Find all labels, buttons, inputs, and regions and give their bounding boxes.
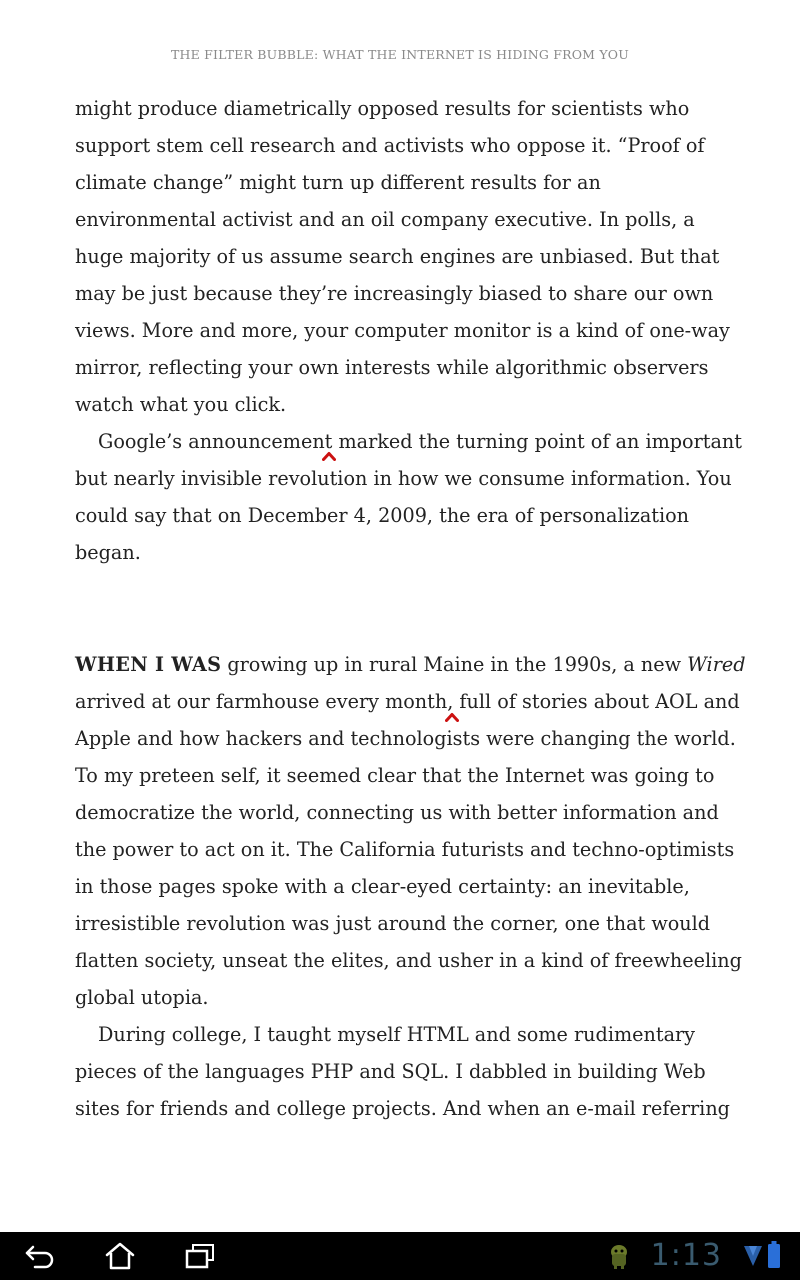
status-area[interactable]	[600, 1232, 800, 1280]
wifi-icon	[743, 1244, 763, 1272]
first-line-text: growing up in rural Maine in the 1990s, a new	[221, 653, 688, 676]
text-line: views. More and more, your computer monitor is a kind of one-way	[75, 319, 730, 342]
home-icon[interactable]	[98, 1238, 142, 1274]
text-line: arrived at our farmhouse every month, full of stories about AOL and	[75, 690, 740, 713]
text-line: global utopia.	[75, 986, 209, 1009]
text-line: might produce diametrically opposed results for scientists who	[75, 97, 690, 120]
text-line: sites for friends and college projects. And when an e-mail referring	[75, 1097, 730, 1120]
text-line: flatten society, unseat the elites, and usher in a kind of freewheeling	[75, 949, 742, 972]
text-line: could say that on December 4, 2009, the era of personalization	[75, 504, 690, 527]
page-body[interactable]	[75, 90, 746, 1127]
text-line: may be just because they’re increasingly biased to share our own	[75, 282, 714, 305]
text-line: huge majority of us assume search engines are unbiased. But that	[75, 245, 720, 268]
running-header: THE FILTER BUBBLE: WHAT THE INTERNET IS HIDING FROM YOU	[171, 47, 629, 62]
text-line: support stem cell research and activists who oppose it. “Proof of	[75, 134, 705, 157]
text-line: environmental activist and an oil company executive. In polls, a	[75, 208, 695, 231]
text-line: the power to act on it. The California futurists and techno-optimists	[75, 838, 735, 861]
section-break	[75, 571, 730, 646]
text-line: watch what you click.	[75, 393, 287, 416]
text-line: but nearly invisible revolution in how we consume information. You	[75, 467, 732, 490]
caret-up-icon[interactable]	[445, 712, 459, 722]
text-line: irresistible revolution was just around the corner, one that would	[75, 912, 711, 935]
text-line: in those pages spoke with a clear-eyed certainty: an inevitable,	[75, 875, 690, 898]
text-line: pieces of the languages PHP and SQL. I dabbled in building Web	[75, 1060, 706, 1083]
text-line: To my preteen self, it seemed clear that the Internet was going to	[75, 764, 715, 787]
back-arrow-icon[interactable]	[18, 1238, 62, 1274]
text-line: Apple and how hackers and technologists were changing the world.	[75, 727, 736, 750]
section-lead-in: WHEN I WAS	[75, 653, 222, 676]
magazine-title: Wired	[687, 653, 746, 676]
status-clock: 1:13	[650, 1238, 722, 1273]
recent-apps-icon[interactable]	[178, 1238, 222, 1274]
text-line: began.	[75, 541, 141, 564]
text-line: During college, I taught myself HTML and some rudimentary	[98, 1023, 696, 1046]
android-debug-icon	[608, 1242, 630, 1274]
battery-icon	[767, 1241, 781, 1273]
system-navigation-bar	[0, 1232, 800, 1280]
text-line: mirror, reflecting your own interests while algorithmic observers	[75, 356, 709, 379]
text-line: climate change” might turn up different results for an	[75, 171, 601, 194]
caret-up-icon[interactable]	[322, 451, 336, 461]
text-line: Google’s announcement marked the turning point of an important	[98, 430, 742, 453]
text-line: democratize the world, connecting us with better information and	[75, 801, 719, 824]
text-line	[75, 646, 746, 683]
